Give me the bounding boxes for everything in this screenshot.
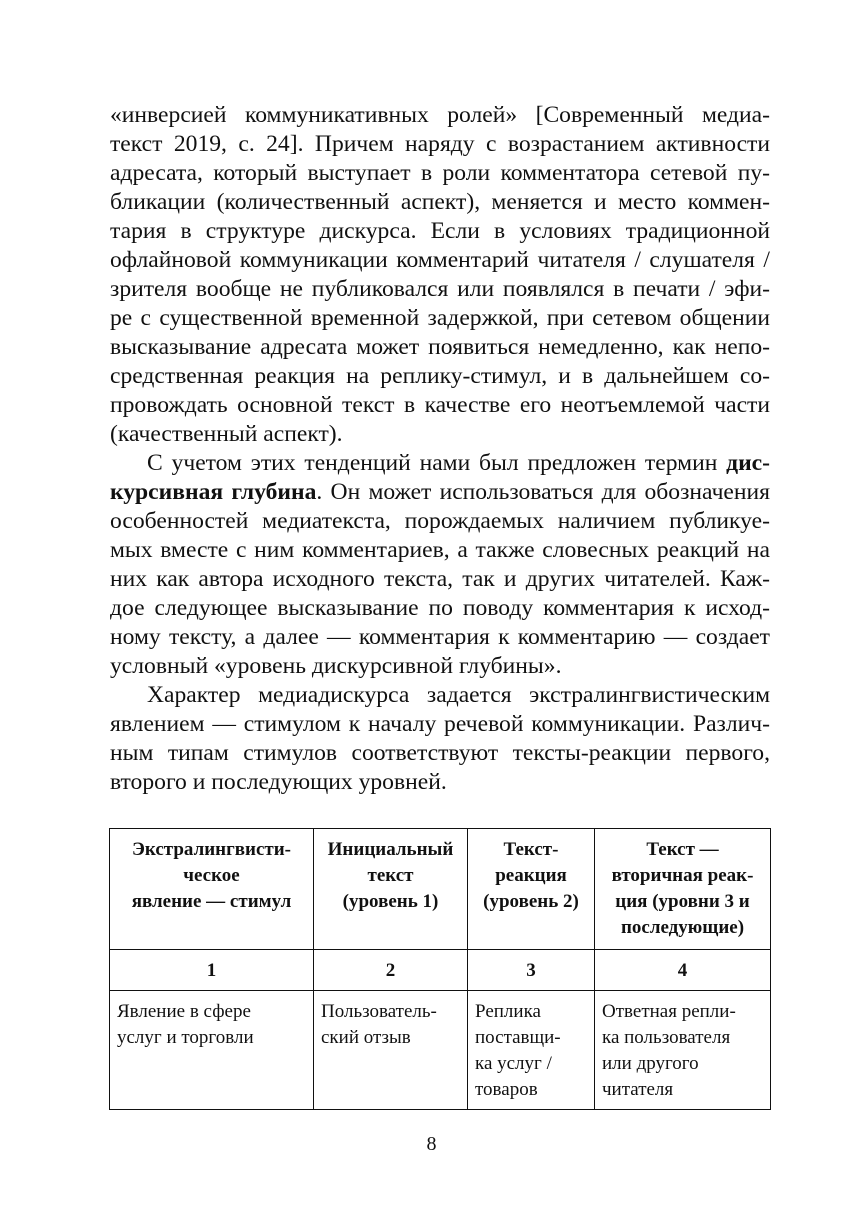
cell-line: текст bbox=[367, 865, 414, 886]
cell-line: или другого bbox=[602, 1053, 699, 1074]
table-cell bbox=[314, 991, 468, 1110]
text-line: зрителя вообще не публиковался или появлялся в печати / эфи- bbox=[110, 276, 770, 302]
text-line: текст 2019, с. 24]. Причем наряду с возрастанием активности bbox=[110, 131, 770, 157]
page-number: 8 bbox=[426, 1133, 437, 1155]
text-line: бликации (количественный аспект), меняется и место коммен- bbox=[110, 189, 770, 215]
text-line: явлением — стимулом к началу речевой коммуникации. Различ- bbox=[110, 711, 770, 737]
text-line: провождать основной текст в качестве его неотъемлемой части bbox=[110, 392, 770, 418]
text-line: них как автора исходного текста, так и других читателей. Каж- bbox=[110, 566, 770, 592]
cell-line: Текст- bbox=[503, 839, 559, 860]
cell-line: ция (уровни 3 и bbox=[615, 891, 750, 912]
cell-line: последующие) bbox=[620, 917, 745, 938]
cell-line: Реплика bbox=[475, 1001, 541, 1022]
cell-line: реакция bbox=[495, 865, 567, 886]
table-number-row bbox=[110, 950, 771, 991]
text-line: особенностей медиатекста, порождаемых наличием публикуе- bbox=[110, 508, 770, 534]
cell-line: ка пользователя bbox=[602, 1027, 731, 1048]
column-number: 2 bbox=[314, 950, 468, 991]
column-number: 4 bbox=[595, 950, 771, 991]
discourse-levels-table bbox=[109, 828, 771, 1110]
cell-line: Явление в сфере bbox=[117, 1001, 251, 1022]
table-header-cell bbox=[468, 829, 595, 950]
term-bold: дис- bbox=[726, 450, 770, 476]
text-line: (качественный аспект). bbox=[110, 421, 343, 447]
table-header-cell bbox=[595, 829, 771, 950]
cell-line: услуг и торговли bbox=[117, 1027, 254, 1048]
column-number: 3 bbox=[468, 950, 595, 991]
cell-line: Инициальный bbox=[327, 839, 454, 860]
text-run: . Он может использоваться для обозначения bbox=[316, 479, 771, 505]
column-number: 1 bbox=[110, 950, 314, 991]
table-header-cell bbox=[314, 829, 468, 950]
table-cell bbox=[595, 991, 771, 1110]
table-header-row bbox=[110, 829, 771, 950]
cell-line: вторичная реак- bbox=[611, 865, 754, 886]
text-line: условный «уровень дискурсивной глубины». bbox=[110, 653, 562, 679]
cell-line: товаров bbox=[475, 1079, 538, 1100]
table-row bbox=[110, 991, 771, 1110]
cell-line: поставщи- bbox=[475, 1027, 561, 1048]
table-cell bbox=[110, 991, 314, 1110]
text-line: мых вместе с ним комментариев, а также словесных реакций на bbox=[110, 537, 770, 563]
term-bold: курсивная глубина bbox=[110, 479, 317, 505]
cell-line: ка услуг / bbox=[475, 1053, 552, 1074]
table-header-cell bbox=[110, 829, 314, 950]
cell-line: Текст — bbox=[646, 839, 719, 860]
text-line: второго и последующих уровней. bbox=[110, 769, 447, 795]
text-line: дое следующее высказывание по поводу комментария к исход- bbox=[110, 595, 770, 621]
text-line: средственная реакция на реплику-стимул, и в дальнейшем со- bbox=[110, 363, 770, 389]
text-line: адресата, который выступает в роли комментатора сетевой пу- bbox=[110, 160, 770, 186]
cell-line: Пользователь- bbox=[321, 1001, 437, 1022]
text-line: «инверсией коммуникативных ролей» [Современный медиа- bbox=[110, 102, 770, 128]
text-line: ре с существенной временной задержкой, при сетевом общении bbox=[110, 305, 770, 331]
text-line: офлайновой коммуникации комментарий читателя / слушателя / bbox=[110, 247, 770, 273]
text-line: ному тексту, а далее — комментария к комментарию — создает bbox=[110, 624, 770, 650]
cell-line: Ответная репли- bbox=[602, 1001, 736, 1022]
table-cell bbox=[468, 991, 595, 1110]
text-line: тария в структуре дискурса. Если в условиях традиционной bbox=[110, 218, 770, 244]
text-line bbox=[110, 449, 770, 478]
text-line bbox=[110, 478, 770, 507]
text-line: высказывание адресата может появиться немедленно, как непо- bbox=[110, 334, 770, 360]
text-run: С учетом этих тенденций нами был предложен термин bbox=[147, 450, 727, 476]
body-text bbox=[110, 101, 770, 797]
cell-line: явление — стимул bbox=[131, 891, 292, 912]
cell-line: ский отзыв bbox=[321, 1027, 411, 1048]
text-line: ным типам стимулов соответствуют тексты-реакции первого, bbox=[110, 740, 770, 766]
text-line: Характер медиадискурса задается экстралингвистическим bbox=[147, 682, 770, 708]
cell-line: читателя bbox=[602, 1079, 674, 1100]
cell-line: ческое bbox=[183, 865, 240, 886]
cell-line: (уровень 2) bbox=[483, 891, 579, 912]
cell-line: (уровень 1) bbox=[342, 891, 439, 912]
cell-line: Экстралингвисти- bbox=[131, 839, 292, 860]
